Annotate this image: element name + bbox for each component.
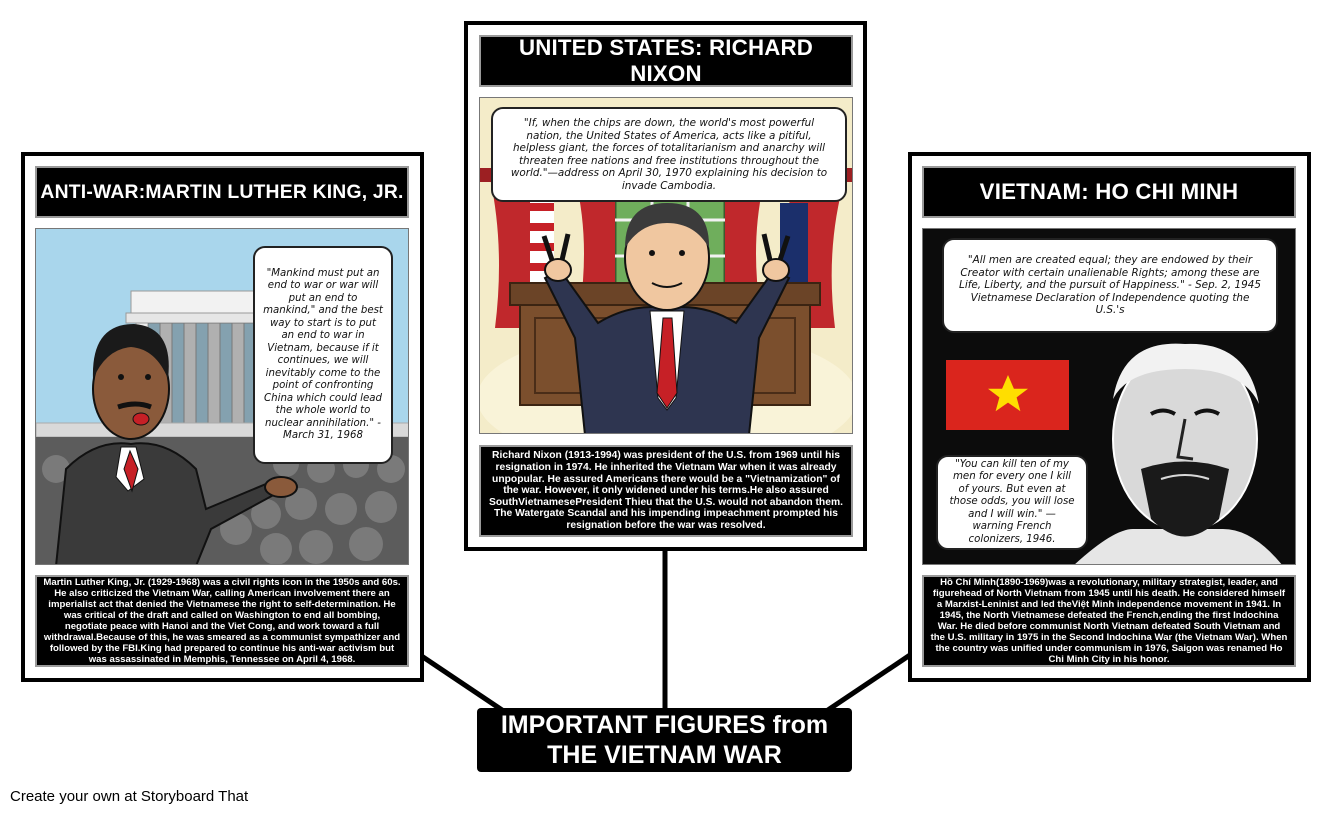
description-king: Martin Luther King, Jr. (1929-1968) was a civil rights icon in the 1950s and 60s. He also criticized the Vietnam War, calling American involvement there an imperialist act that denied the Vietnamese the right to self-determination. He was critical of the draft and called on Washington to end all bombing, negotiate peace with Hanoi and the Viet Cong, and work toward a full withdrawal.Because of this, he was smeared as a communist sympathizer and followed by the FBI.King had prepared to continue his anti-war activism but was assassinated in Memphis, Tennessee on April 4, 1968. bbox=[35, 575, 409, 667]
description-ho: Hồ Chí Minh(1890-1969)was a revolutionary, military strategist, leader, and figurehead of North Vietnam from 1945 until his death. He considered himself a Marxist-Leninist and led theViệt Minh independence movement in 1941. In 1945, the North Vietnamese defeated the French,ending the first Indochina War. He died before communist North Vietnam defeated South Vietnam and the U.S. military in 1975 in the Second Indochina War (the Vietnam War). When the country was unified under communism in 1976, Saigon was renamed Ho Chi Minh City in his honor. bbox=[922, 575, 1296, 667]
vietnam-flag bbox=[946, 360, 1069, 430]
quote-ho-bottom: "You can kill ten of my men for every one I kill of yours. But even at those odds, you will lose and I will win." —warning French colonizers, 1946. bbox=[949, 458, 1075, 545]
quote-bubble-ho-top bbox=[942, 238, 1278, 333]
star-icon bbox=[978, 365, 1038, 425]
cell-title-king: ANTI-WAR:MARTIN LUTHER KING, JR. bbox=[35, 166, 409, 218]
footer-credit[interactable]: Create your own at Storyboard That bbox=[10, 788, 249, 805]
quote-nixon: "If, when the chips are down, the world's most powerful nation, the United States of America, acts like a pitiful, helpless giant, the forces of totalitarianism and anarchy will threaten free nations and free institutions throughout the world."—address on April 30, 1970 explaining his decision to invade Cambodia. bbox=[510, 117, 828, 192]
quote-bubble-nixon bbox=[491, 107, 847, 202]
quote-bubble-ho-bottom bbox=[936, 455, 1088, 550]
cell-title-ho: VIETNAM: HO CHI MINH bbox=[922, 166, 1296, 218]
quote-king: "Mankind must put an end to war or war will put an end to mankind," and the best way to start is to put an end to war in Vietnam, because if it continues, we will inevitably come to the point of confronting China which could lead the whole world to nuclear annihilation." - March 31, 1968 bbox=[263, 267, 383, 441]
description-nixon: Richard Nixon (1913-1994) was president of the U.S. from 1969 until his resignation in 1974. He inherited the Vietnam War when it was already unpopular. He assured Americans there would be a "Vietnamization" of the war. However, it only widened under his terms.He also assured SouthVietnamesePresident Thieu that the U.S. would not abandon them. The Watergate Scandal and his impending impeachment prompted his resignation before the war was resolved. bbox=[479, 445, 853, 537]
quote-ho-top: "All men are created equal; they are endowed by their Creator with certain unalienable Rights; among these are Life, Liberty, and the pursuit of Happiness." - Sep. 2, 1945 Vietnamese Declaration of Independence quoting the U.S.'s bbox=[959, 254, 1261, 317]
cell-title-nixon: UNITED STATES: RICHARD NIXON bbox=[479, 35, 853, 87]
main-title: IMPORTANT FIGURES from THE VIETNAM WAR bbox=[477, 708, 852, 772]
quote-bubble-king bbox=[253, 246, 393, 464]
